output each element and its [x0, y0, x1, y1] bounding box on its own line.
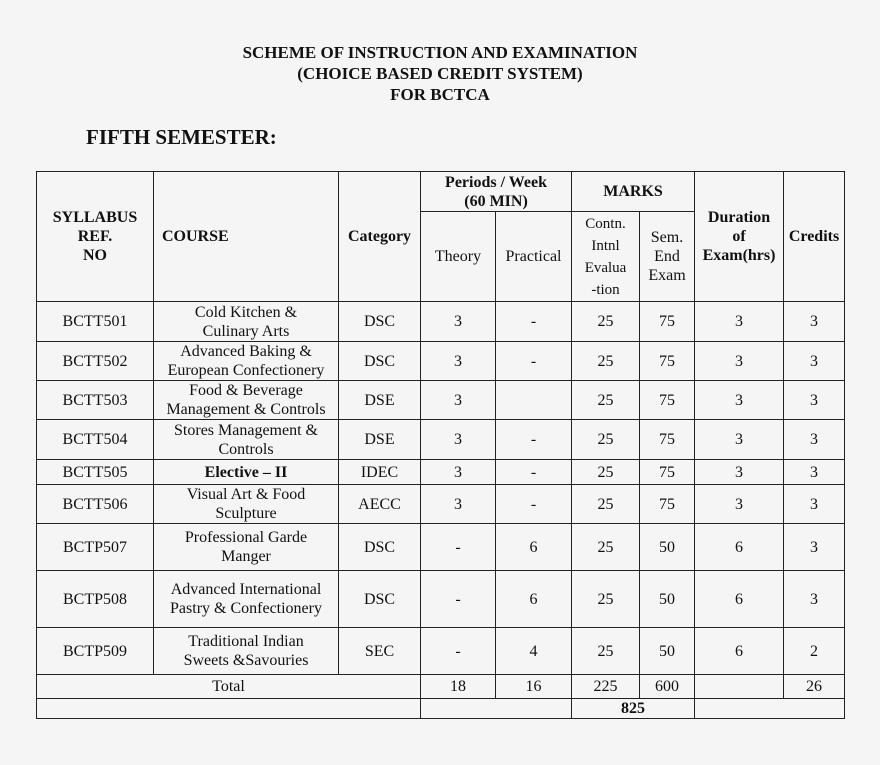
- practical-cell: -: [496, 485, 572, 524]
- credits-cell: 2: [784, 628, 845, 675]
- syllabus-code-cell: BCTP509: [37, 628, 154, 675]
- sem-end-header: Sem. End Exam: [640, 212, 695, 302]
- intnl-eval-cell: 25: [572, 342, 640, 381]
- semester-heading: FIFTH SEMESTER:: [86, 125, 277, 149]
- total-label: Total: [37, 675, 421, 699]
- course-header: COURSE: [154, 172, 339, 302]
- marks-header: MARKS: [572, 172, 695, 212]
- table-row: [37, 381, 845, 420]
- syllabus-code-cell: BCTT504: [37, 420, 154, 460]
- table-row: [37, 302, 845, 342]
- intnl-eval-cell: 25: [572, 571, 640, 628]
- practical-header: Practical: [496, 212, 572, 302]
- course-name-line-1: Visual Art & Food: [186, 486, 306, 503]
- course-cell: [154, 571, 339, 628]
- syllabus-ref-header: SYLLABUS REF. NO: [37, 172, 154, 302]
- contn-intnl-header: Contn. Intnl Evalua -tion: [572, 212, 640, 302]
- category-cell: DSC: [339, 571, 421, 628]
- category-cell: DSC: [339, 302, 421, 342]
- credits-cell: 3: [784, 571, 845, 628]
- credits-cell: 3: [784, 302, 845, 342]
- category-cell: DSC: [339, 342, 421, 381]
- practical-cell: 4: [496, 628, 572, 675]
- course-name-line-2: Sculpture: [215, 505, 277, 522]
- credits-cell: 3: [784, 485, 845, 524]
- course-cell: [154, 485, 339, 524]
- sem-end-cell: 50: [640, 524, 695, 571]
- theory-cell: -: [421, 524, 496, 571]
- practical-cell: -: [496, 342, 572, 381]
- total-credits: 26: [784, 675, 845, 699]
- credits-cell: 3: [784, 381, 845, 420]
- sem-end-cell: 75: [640, 342, 695, 381]
- intnl-eval-cell: 25: [572, 420, 640, 460]
- sem-end-cell: 50: [640, 628, 695, 675]
- theory-cell: 3: [421, 485, 496, 524]
- credits-cell: 3: [784, 420, 845, 460]
- practical-cell: 6: [496, 571, 572, 628]
- theory-cell: 3: [421, 302, 496, 342]
- course-name-line-1: Professional Garde: [184, 529, 308, 546]
- category-cell: AECC: [339, 485, 421, 524]
- duration-cell: 6: [695, 628, 784, 675]
- category-cell: SEC: [339, 628, 421, 675]
- sem-end-cell: 75: [640, 420, 695, 460]
- syllabus-code-cell: BCTP507: [37, 524, 154, 571]
- total-intnl: 225: [572, 675, 640, 699]
- table-row: [37, 571, 845, 628]
- credits-cell: 3: [784, 342, 845, 381]
- theory-cell: -: [421, 571, 496, 628]
- course-cell: [154, 342, 339, 381]
- marks-grand-total: 825: [572, 699, 695, 719]
- theory-cell: 3: [421, 381, 496, 420]
- total-sem-end: 600: [640, 675, 695, 699]
- theory-cell: 3: [421, 420, 496, 460]
- practical-cell: 6: [496, 524, 572, 571]
- header-row-1: [37, 172, 845, 212]
- syllabus-code-cell: BCTT506: [37, 485, 154, 524]
- syllabus-code-cell: BCTP508: [37, 571, 154, 628]
- course-name-line-1: Cold Kitchen &: [194, 303, 298, 321]
- grand-total-row: [37, 699, 845, 719]
- table-row: [37, 420, 845, 460]
- total-duration-empty: [695, 675, 784, 699]
- theory-cell: -: [421, 628, 496, 675]
- table-row: [37, 485, 845, 524]
- title-line-2: (CHOICE BASED CREDIT SYSTEM): [297, 64, 583, 83]
- table-row: [37, 524, 845, 571]
- practical-cell: -: [496, 302, 572, 342]
- syllabus-code-cell: BCTT501: [37, 302, 154, 342]
- syllabus-code-cell: BCTT503: [37, 381, 154, 420]
- syllabus-code-cell: BCTT505: [37, 460, 154, 485]
- theory-cell: 3: [421, 460, 496, 485]
- course-name-line-2: Manger: [221, 548, 271, 565]
- credits-cell: 3: [784, 524, 845, 571]
- intnl-eval-cell: 25: [572, 460, 640, 485]
- table-row: [37, 628, 845, 675]
- course-name-line-1: Elective – II: [204, 463, 288, 481]
- duration-cell: 3: [695, 420, 784, 460]
- practical-cell: [496, 381, 572, 420]
- category-header: Category: [339, 172, 421, 302]
- table-row: [37, 460, 845, 485]
- total-practical: 16: [496, 675, 572, 699]
- category-cell: IDEC: [339, 460, 421, 485]
- duration-cell: 6: [695, 571, 784, 628]
- intnl-eval-cell: 25: [572, 524, 640, 571]
- sem-end-cell: 75: [640, 460, 695, 485]
- practical-cell: -: [496, 420, 572, 460]
- grand-total-empty-2: [421, 699, 572, 719]
- sem-end-cell: 75: [640, 381, 695, 420]
- course-name-line-1: Traditional Indian: [188, 633, 304, 650]
- grand-total-empty-3: [695, 699, 845, 719]
- course-cell: [154, 524, 339, 571]
- intnl-eval-cell: 25: [572, 628, 640, 675]
- sem-end-cell: 75: [640, 485, 695, 524]
- scheme-table: [36, 171, 845, 719]
- theory-cell: 3: [421, 342, 496, 381]
- theory-header: Theory: [421, 212, 496, 302]
- sem-end-cell: 50: [640, 571, 695, 628]
- category-cell: DSE: [339, 420, 421, 460]
- course-name-line-2: Management & Controls: [166, 401, 326, 418]
- course-cell: [154, 628, 339, 675]
- syllabus-code-cell: BCTT502: [37, 342, 154, 381]
- duration-cell: 3: [695, 342, 784, 381]
- intnl-eval-cell: 25: [572, 302, 640, 342]
- course-name-line-2: Culinary Arts: [202, 322, 290, 340]
- credits-header: Credits: [784, 172, 845, 302]
- course-cell: [154, 420, 339, 460]
- category-cell: DSC: [339, 524, 421, 571]
- duration-cell: 3: [695, 302, 784, 342]
- course-name-line-1: Stores Management &: [174, 421, 318, 439]
- course-name-line-2: Sweets &Savouries: [183, 652, 309, 669]
- course-name-line-1: Advanced International: [170, 581, 322, 598]
- intnl-eval-cell: 25: [572, 381, 640, 420]
- category-cell: DSE: [339, 381, 421, 420]
- course-cell: [154, 302, 339, 342]
- duration-cell: 3: [695, 381, 784, 420]
- sem-end-cell: 75: [640, 302, 695, 342]
- duration-cell: 6: [695, 524, 784, 571]
- title-line-1: SCHEME OF INSTRUCTION AND EXAMINATION: [242, 43, 638, 62]
- total-row: [37, 675, 845, 699]
- duration-header: Duration of Exam(hrs): [695, 172, 784, 302]
- total-theory: 18: [421, 675, 496, 699]
- practical-cell: -: [496, 460, 572, 485]
- course-name-line-1: Food & Beverage: [189, 382, 303, 399]
- duration-cell: 3: [695, 460, 784, 485]
- course-cell: [154, 381, 339, 420]
- table-row: [37, 342, 845, 381]
- course-name-line-2: Controls: [218, 440, 274, 458]
- periods-header: Periods / Week (60 MIN): [421, 172, 572, 212]
- grand-total-empty-1: [37, 699, 421, 719]
- course-cell: [154, 460, 339, 485]
- title-line-3: FOR BCTCA: [390, 85, 490, 104]
- course-name-line-2: Pastry & Confectionery: [170, 600, 322, 617]
- course-name-line-1: Advanced Baking &: [180, 343, 312, 360]
- course-name-line-2: European Confectionery: [167, 362, 325, 379]
- duration-cell: 3: [695, 485, 784, 524]
- intnl-eval-cell: 25: [572, 485, 640, 524]
- credits-cell: 3: [784, 460, 845, 485]
